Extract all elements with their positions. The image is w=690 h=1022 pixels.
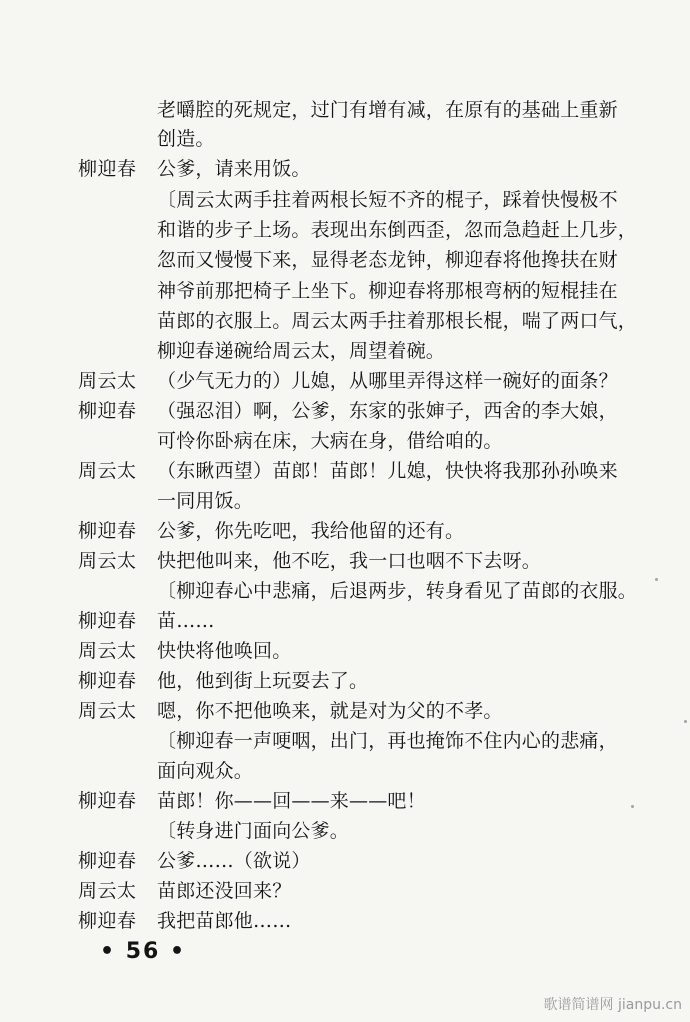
dialogue-line: 公爹，你先吃吧，我给他留的还有。 xyxy=(157,520,465,542)
speaker-name: 周云太 xyxy=(78,550,137,572)
dialogue-line: （东瞅西望）苗郎！苗郎！儿媳，快快将我那孙孙唤来 xyxy=(157,460,618,482)
dialogue-line: 苗郎！你——回——来——吧！ xyxy=(157,790,426,812)
speaker-name: 柳迎春 xyxy=(78,400,137,422)
dialogue-line: 一同用饭。 xyxy=(157,490,254,512)
dialogue-line: 可怜你卧病在床，大病在身，借给咱的。 xyxy=(157,430,503,452)
dialogue-line: 嗯，你不把他唤来，就是对为父的不孝。 xyxy=(157,700,503,722)
page-number: • 56 • xyxy=(100,939,187,964)
dialogue-line: 苗…… xyxy=(157,610,215,632)
dialogue-line: 公爹，请来用饭。 xyxy=(157,158,311,180)
speaker-name: 柳迎春 xyxy=(78,610,137,632)
print-speck xyxy=(631,805,634,808)
stage-direction-line: 〔周云太两手拄着两根长短不齐的棍子，踩着快慢极不 xyxy=(157,189,618,211)
dialogue-line: 我把苗郎他…… xyxy=(157,910,292,932)
script-line-1: 老嚼腔的死规定，过门有增有减，在原有的基础上重新 xyxy=(157,99,618,121)
dialogue-line: 公爹……（欲说） xyxy=(157,850,311,872)
dialogue-line: 他，他到街上玩耍去了。 xyxy=(157,670,369,692)
print-speck xyxy=(684,720,687,723)
speaker-name: 周云太 xyxy=(78,640,137,662)
dialogue-line: 苗郎还没回来？ xyxy=(157,880,292,902)
speaker-name: 柳迎春 xyxy=(78,910,137,932)
stage-direction-line: 忽而又慢慢下来，显得老态龙钟，柳迎春将他搀扶在财 xyxy=(157,249,618,271)
stage-direction-line: 〔柳迎春心中悲痛，后退两步，转身看见了苗郎的衣服。 xyxy=(157,580,638,602)
dialogue-line: （少气无力的）儿媳，从哪里弄得这样一碗好的面条？ xyxy=(157,370,618,392)
speaker-name: 周云太 xyxy=(78,880,137,902)
speaker-name: 柳迎春 xyxy=(78,670,137,692)
speaker-name: 周云太 xyxy=(78,700,137,722)
stage-direction-line: 〔柳迎春一声哽咽，出门，再也掩饰不住内心的悲痛， xyxy=(157,730,618,752)
speaker-name: 柳迎春 xyxy=(78,850,137,872)
stage-direction-line: 面向观众。 xyxy=(157,760,254,782)
stage-direction-line: 〔转身进门面向公爹。 xyxy=(157,820,350,842)
stage-direction-line: 苗郎的衣服上。周云太两手拄着那根长棍，喘了两口气， xyxy=(157,310,638,332)
dialogue-line: 快把他叫来，他不吃，我一口也咽不下去呀。 xyxy=(157,550,542,572)
speaker-name: 周云太 xyxy=(78,460,137,482)
site-watermark: 歌谱简谱网 jianpu.cn xyxy=(543,997,682,1013)
script-line-2: 创造。 xyxy=(157,128,215,150)
speaker-name: 柳迎春 xyxy=(78,790,137,812)
stage-direction-line: 柳迎春递碗给周云太，周望着碗。 xyxy=(157,340,446,362)
speaker-name: 周云太 xyxy=(78,370,137,392)
speaker-name: 柳迎春 xyxy=(78,158,137,180)
dialogue-line: （强忍泪）啊，公爹，东家的张婶子，西舍的李大娘， xyxy=(157,400,618,422)
stage-direction-line: 神爷前那把椅子上坐下。柳迎春将那根弯柄的短棍挂在 xyxy=(157,280,618,302)
dialogue-line: 快快将他唤回。 xyxy=(157,640,292,662)
stage-direction-line: 和谐的步子上场。表现出东倒西歪，忽而急趋赶上几步， xyxy=(157,219,638,241)
print-speck xyxy=(655,578,658,581)
speaker-name: 柳迎春 xyxy=(78,520,137,542)
